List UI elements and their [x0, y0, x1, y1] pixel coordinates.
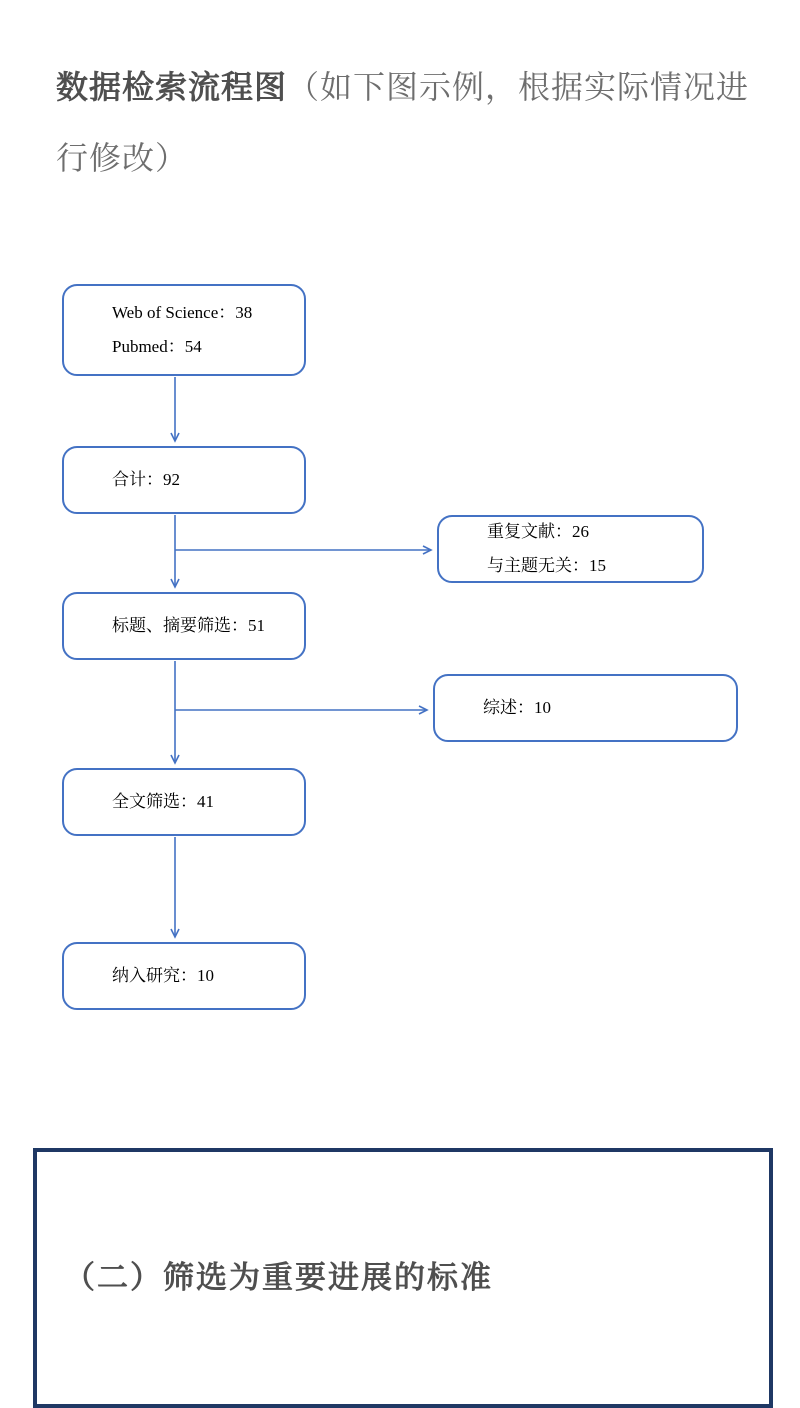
page-title — [56, 52, 756, 194]
flow-box-fulltext-line1: 全文筛选：41 — [112, 792, 214, 811]
section-heading: （二）筛选为重要进展的标准 — [64, 1260, 493, 1295]
flow-box-duplicates-line1: 重复文献：26 — [487, 522, 589, 541]
page-title-note: （如下图示例，根据实际情况进行修改） — [56, 69, 750, 176]
flow-box-title-abstract-line1: 标题、摘要筛选：51 — [112, 616, 265, 635]
flow-box-reviews-line1: 综述：10 — [483, 698, 551, 717]
flow-box-sources-line1: Web of Science：38 — [112, 303, 253, 322]
section-frame — [33, 1148, 773, 1408]
flow-box-included-line1: 纳入研究：10 — [112, 966, 214, 985]
flow-box-reviews — [433, 674, 738, 742]
flow-box-title-abstract-screen — [62, 592, 306, 660]
flow-box-total — [62, 446, 306, 514]
flow-box-duplicates — [437, 515, 704, 583]
flow-box-sources-line2: Pubmed：54 — [112, 337, 202, 356]
page-title-bold: 数据检索流程图 — [56, 69, 288, 105]
flow-box-duplicates-line2: 与主题无关：15 — [487, 556, 606, 575]
flow-box-sources — [62, 284, 306, 376]
flow-box-fulltext-screen — [62, 768, 306, 836]
flow-box-included-studies — [62, 942, 306, 1010]
flow-box-total-line1: 合计：92 — [112, 470, 180, 489]
